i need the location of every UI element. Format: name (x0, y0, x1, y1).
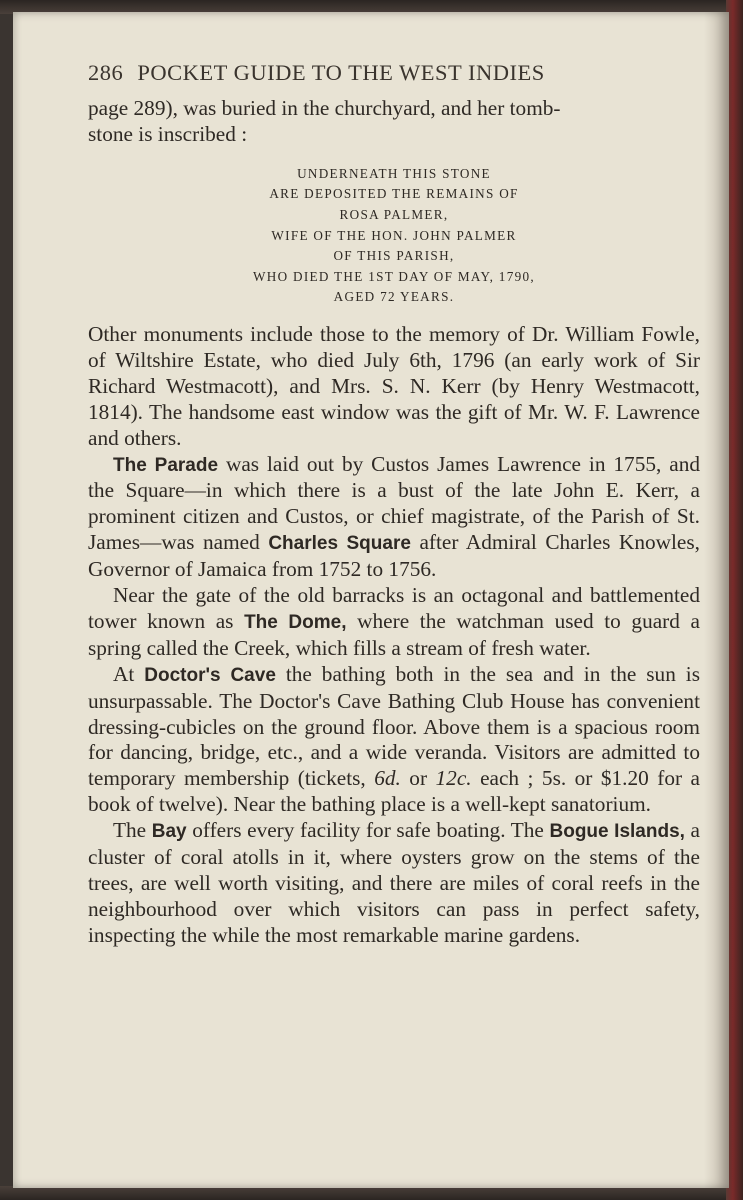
epitaph-line: WIFE OF THE HON. JOHN PALMER (271, 227, 517, 243)
page-number: 286 (88, 60, 124, 85)
doctors-cave-text-2: the bathing both in the sea and in the sun is unsurpassable. The Doctor's Cave Bathing Club House has convenient dressing-cubicles on the ground floor. Above them is a spacious room for dancing, bridge, etc., and a wide veranda. Visitors are admitted to temporary membership (tickets, (88, 661, 700, 791)
parade-text-1: was laid out by Custos James Lawrence in 1755, and the Square—in which there is a bust of the late John E. Kerr, a prominent citizen and Custos, or chief magistrate, of the Parish of St. James—was named (88, 451, 700, 555)
intro-line-1: page 289), was buried in the churchyard, and her tomb- (88, 96, 561, 120)
running-header (88, 56, 700, 90)
bay-paragraph (88, 818, 700, 949)
doctors-cave-text-1: At (113, 661, 145, 686)
monuments-text: Other monuments include those to the memory of Dr. William Fowle, of Wiltshire Estate, who died July 6th, 1796 (an early work of Sir Richard Westmacott), and Mrs. S. N. Kerr (by Henry Westmacott, 1814). The handsome east window was the gift of Mr. W. F. Lawrence and others. (88, 321, 700, 450)
epitaph-line: AGED 72 YEARS. (333, 289, 455, 305)
parade-term: The Parade (113, 454, 219, 476)
intro-line-2: stone is inscribed : (88, 121, 248, 146)
book-bottom-edge (0, 1186, 743, 1200)
parade-text-2: after Admiral Charles Knowles, Governor of Jamaica from 1752 to 1756. (88, 530, 700, 582)
bay-term: Bay (151, 821, 187, 843)
dome-paragraph (88, 583, 700, 662)
monuments-paragraph (88, 322, 700, 452)
price-cents: 12c. (435, 766, 472, 791)
bogue-islands-term: Bogue Islands, (549, 821, 685, 843)
intro-paragraph (88, 96, 700, 148)
page-content (88, 56, 700, 949)
dome-text-1: Near the gate of the old barracks is an octagonal and battlemented tower known as (88, 583, 700, 633)
epitaph-line: UNDERNEATH THIS STONE (297, 165, 491, 181)
charles-square-term: Charles Square (268, 533, 411, 555)
dome-text-2: where the watchman used to guard a spring called the Creek, which fills a stream of fresh water. (88, 608, 700, 660)
price-pence: 6d. (374, 766, 401, 791)
epitaph-line: OF THIS PARISH, (333, 248, 455, 264)
bay-text-2: offers every facility for safe boating. The (186, 818, 550, 843)
bay-text-1: The (113, 818, 152, 843)
page-gutter-shadow (704, 12, 729, 1188)
running-title: POCKET GUIDE TO THE WEST INDIES (137, 60, 545, 85)
epitaph-line: ROSA PALMER, (339, 207, 449, 222)
epitaph-inscription (88, 164, 700, 308)
doctors-cave-text-3: or (400, 766, 436, 791)
epitaph-line: WHO DIED THE 1ST DAY OF MAY, 1790, (253, 268, 535, 284)
doctors-cave-text-4: each ; 5s. or $1.20 for a book of twelve). Near the bathing place is a well-kept sanatorium. (88, 766, 701, 817)
bay-text-3: a cluster of coral atolls in it, where oysters grow on the stems of the trees, are well worth visiting, and there are miles of coral reefs in the neighbourhood over which visitors can pass in perfect safety, inspecting the while the most remarkable marine gardens. (88, 818, 701, 947)
epitaph-line: ARE DEPOSITED THE REMAINS OF (269, 186, 519, 202)
parade-paragraph (88, 452, 700, 584)
dome-term: The Dome, (244, 611, 347, 633)
doctors-cave-term: Doctor's Cave (144, 664, 276, 686)
doctors-cave-paragraph (88, 662, 700, 818)
